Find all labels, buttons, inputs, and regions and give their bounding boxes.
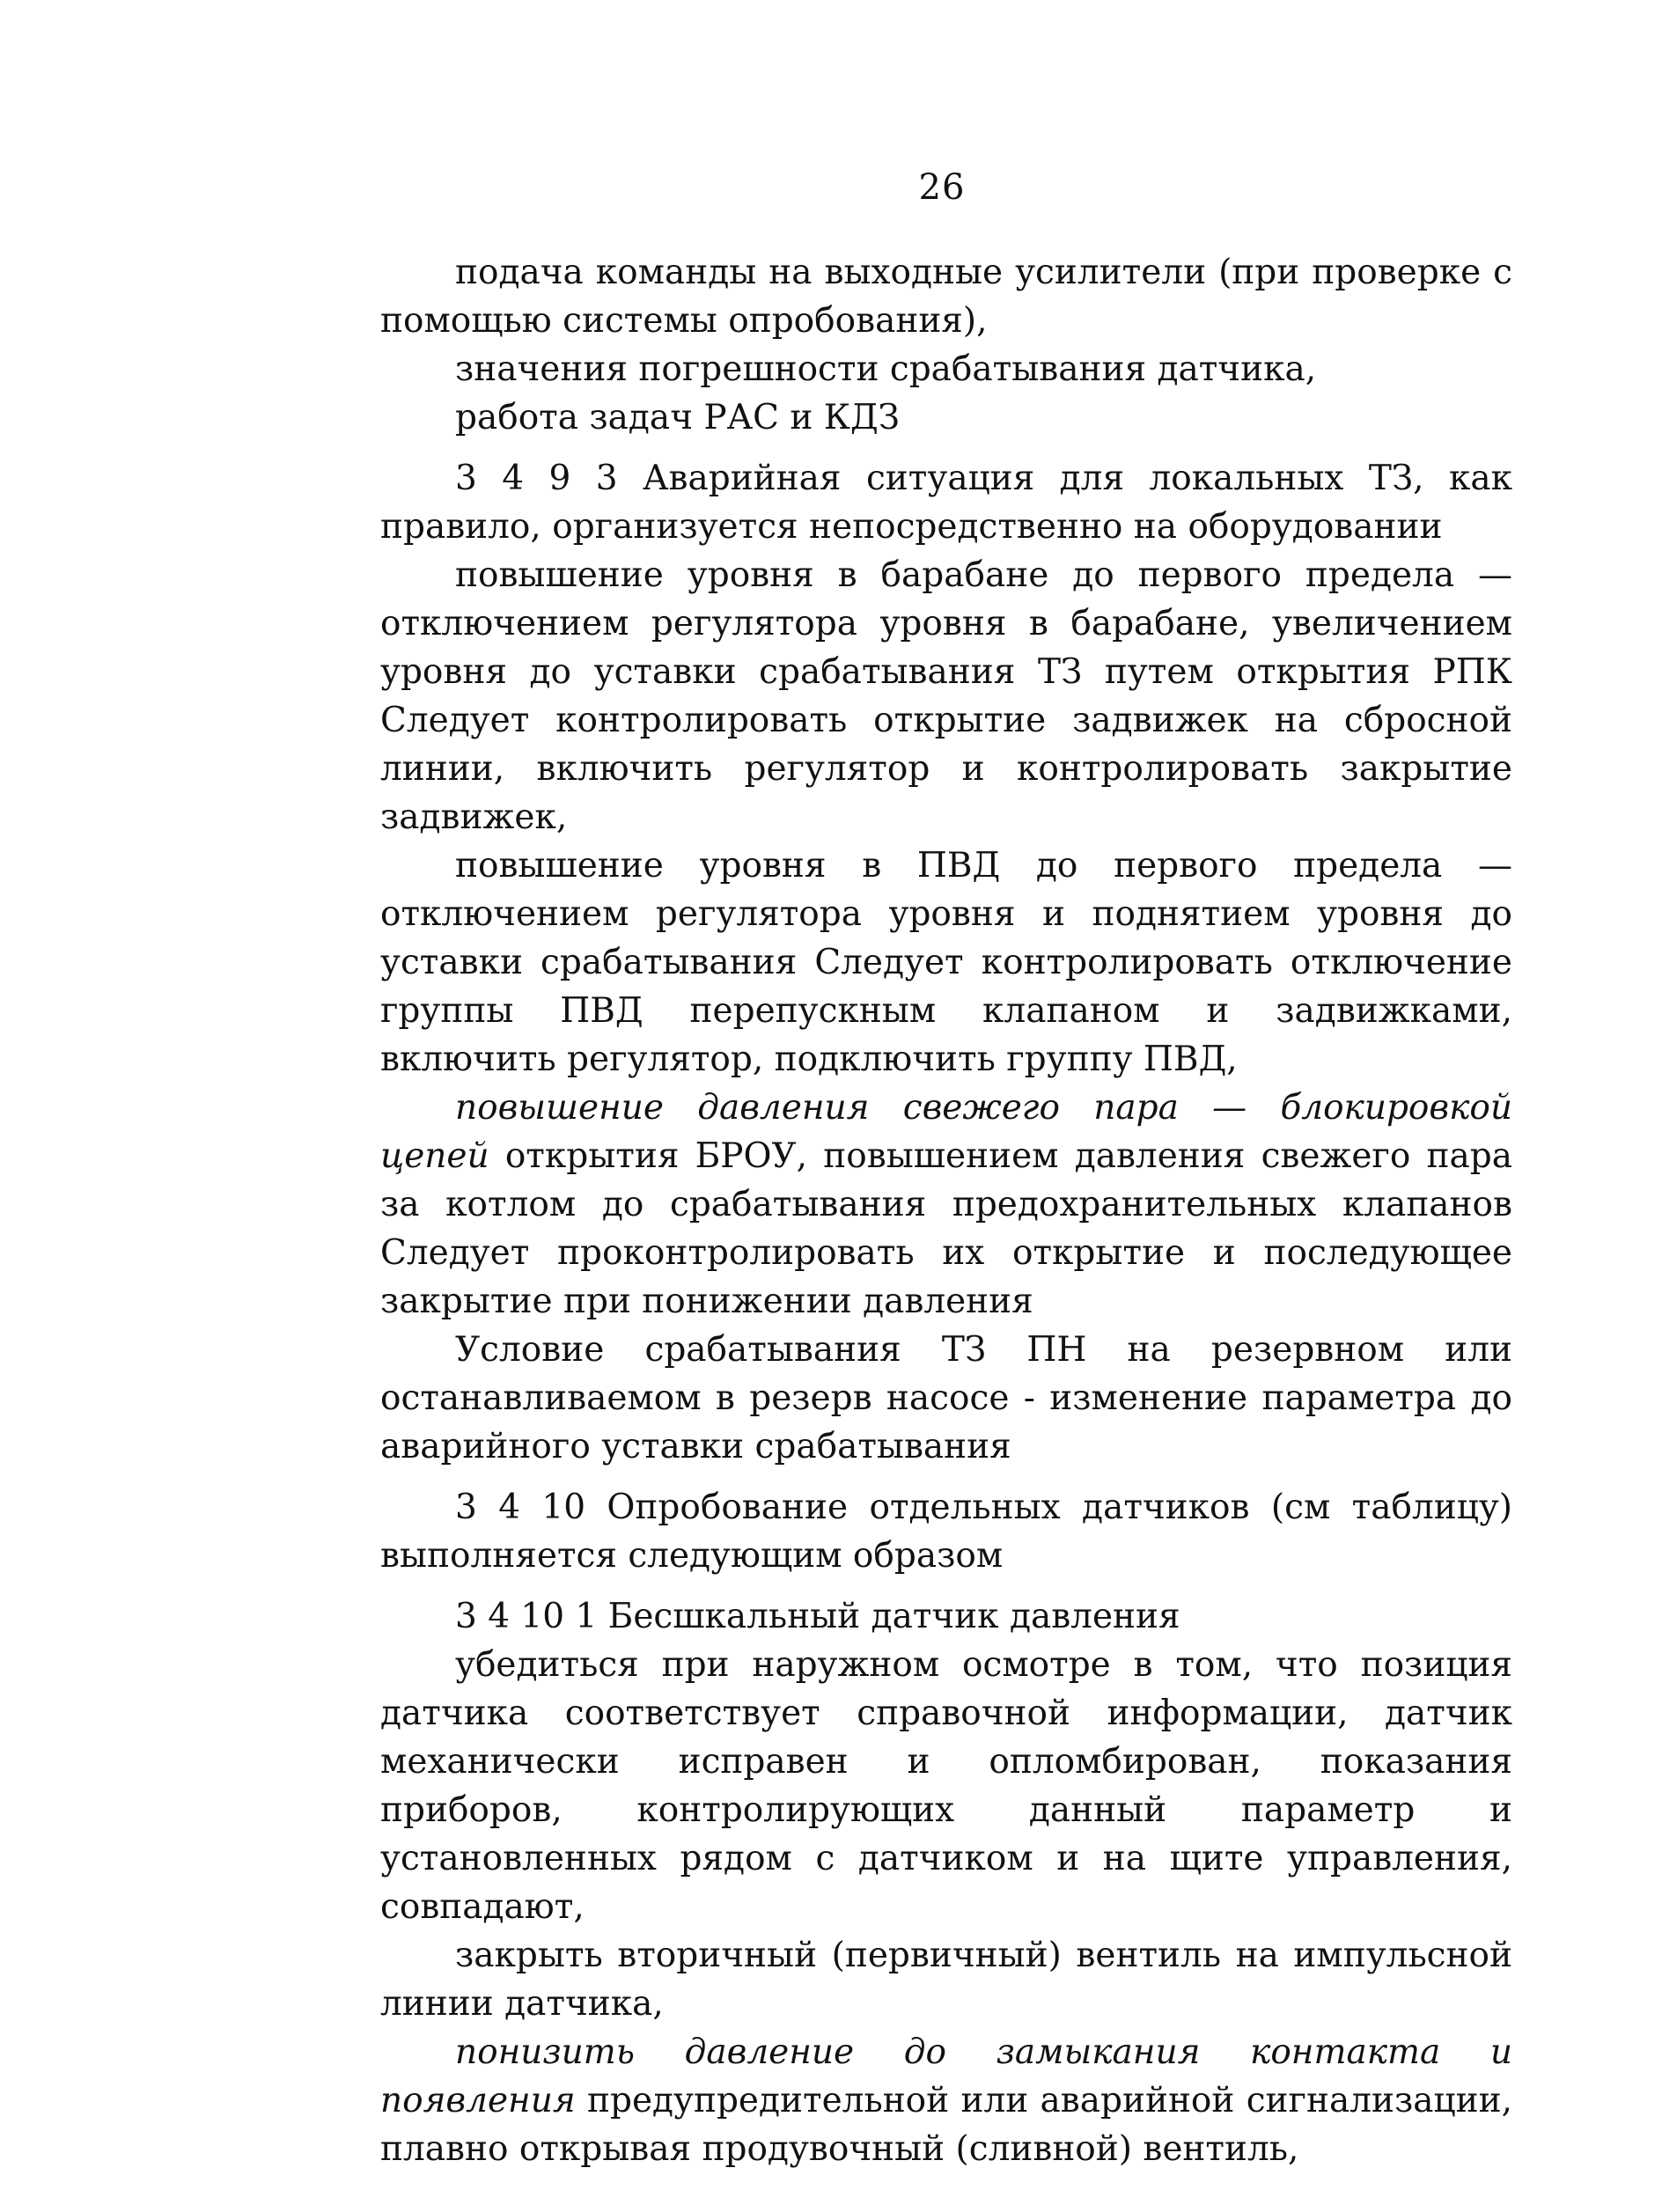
page-text [380,248,1512,2173]
paragraph-steam-pressure-rest: открытия БРОУ, повышением давления свежего пара за котлом до срабатывания предохранительных клапанов Следует проконтролировать их открытие и последующее закрытие при понижении давления [380,1136,1512,1321]
paragraph-steam-pressure-lead: повышение давления свежего пара — блокировкой цепей [380,1088,1512,1176]
paragraph-command-to-amplifiers: подача команды на выходные усилители (при проверке с помощью системы опробования), [380,253,1512,341]
page-number: 26 [918,167,966,208]
paragraph-inspection: убедиться при наружном осмотре в том, что позиция датчика соответствует справочной информации, датчик механически исправен и опломбирован, показания приборов, контролирующих данный параметр и установленных рядом с датчиком и на щите управления, совпадают, [380,1645,1512,1927]
paragraph-drum-level: повышение уровня в барабане до первого предела — отключением регулятора уровня в барабане, увеличением уровня до уставки срабатывания ТЗ путем открытия РПК Следует контролировать открытие задвижек на сбросной линии, включить регулятор и контролировать закрытие задвижек, [380,555,1512,837]
paragraph-close-valve: закрыть вторичный (первичный) вентиль на импульсной линии датчика, [380,1936,1512,2024]
paragraph-3410-testing: 3 4 10 Опробование отдельных датчиков (см таблицу) выполняется следующим образом [380,1488,1512,1576]
paragraph-sensor-error: значения погрешности срабатывания датчика, [455,349,1317,389]
paragraph-34101-heading: 3 4 10 1 Бесшкальный датчик давления [455,1597,1180,1636]
paragraph-lower-pressure [380,2028,1512,2173]
paragraph-ras-kdz: работа задач РАС и КДЗ [455,398,900,437]
paragraph-3493-emergency: 3 4 9 3 Аварийная ситуация для локальных ТЗ, как правило, организуется непосредственно на оборудовании [380,459,1512,547]
paragraph-steam-pressure [380,1084,1512,1326]
paragraph-pn-condition: Условие срабатывания ТЗ ПН на резервном или останавливаемом в резерв насосе - изменение параметра до аварийного уставки срабатывания [380,1330,1512,1466]
paragraph-lower-pressure-rest: предупредительной или аварийной сигнализации, плавно открывая продувочный (сливной) вентиль, [380,2081,1512,2169]
paragraph-pvd-level: повышение уровня в ПВД до первого предела — отключением регулятора уровня и поднятием уровня до уставки срабатывания Следует контролировать отключение группы ПВД перепускным клапаном и задвижками, включить регулятор, подключить группу ПВД, [380,846,1512,1079]
paragraph-lower-pressure-lead: понизить давление до замыкания контакта и появления [380,2032,1512,2120]
